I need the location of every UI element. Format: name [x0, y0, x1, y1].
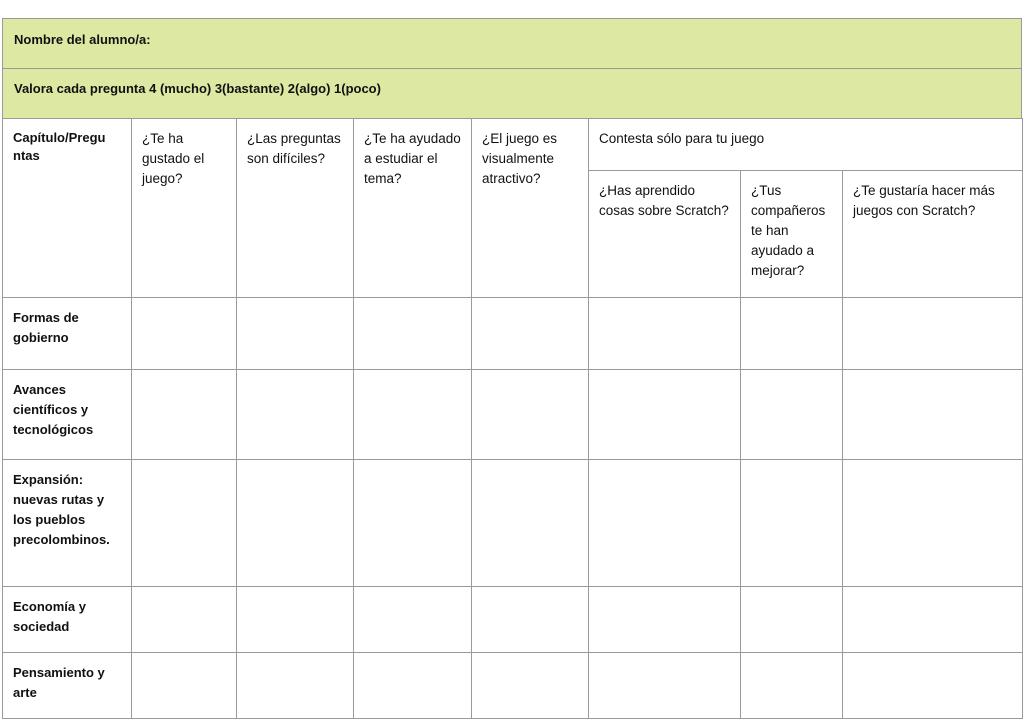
- rating-cell[interactable]: [132, 460, 237, 587]
- question-header: ¿Las preguntas son difíciles?: [237, 119, 354, 298]
- chapter-label: Pensamiento y arte: [3, 653, 132, 719]
- rating-cell[interactable]: [589, 587, 741, 653]
- rating-cell[interactable]: [472, 370, 589, 460]
- rating-cell[interactable]: [132, 587, 237, 653]
- rating-cell[interactable]: [354, 298, 472, 370]
- table-row: [3, 653, 1023, 719]
- rating-cell[interactable]: [237, 653, 354, 719]
- table-row: [3, 587, 1023, 653]
- rating-cell[interactable]: [237, 370, 354, 460]
- rating-cell[interactable]: [132, 298, 237, 370]
- rating-cell[interactable]: [472, 587, 589, 653]
- rating-cell[interactable]: [237, 460, 354, 587]
- rating-cell[interactable]: [741, 653, 843, 719]
- table-row: [3, 298, 1023, 370]
- question-header: ¿Te ha ayudado a estudiar el tema?: [354, 119, 472, 298]
- rating-cell[interactable]: [843, 298, 1023, 370]
- rating-cell[interactable]: [354, 370, 472, 460]
- chapter-label: Avances científicos y tecnológicos: [3, 370, 132, 460]
- rating-cell[interactable]: [741, 370, 843, 460]
- rating-cell[interactable]: [132, 370, 237, 460]
- rating-cell[interactable]: [472, 653, 589, 719]
- rating-cell[interactable]: [237, 587, 354, 653]
- rating-cell[interactable]: [472, 298, 589, 370]
- rating-cell[interactable]: [741, 587, 843, 653]
- student-name-row: [2, 18, 1022, 69]
- rating-instructions-row: [2, 68, 1022, 119]
- rating-cell[interactable]: [843, 460, 1023, 587]
- sub-question-header: ¿Has aprendido cosas sobre Scratch?: [589, 171, 741, 298]
- chapter-label: Formas de gobierno: [3, 298, 132, 370]
- rating-cell[interactable]: [354, 653, 472, 719]
- sub-question-header: ¿Tus compañeros te han ayudado a mejorar?: [741, 171, 843, 298]
- student-name-label: Nombre del alumno/a:: [14, 32, 151, 47]
- table-row: [3, 370, 1023, 460]
- rating-cell[interactable]: [843, 653, 1023, 719]
- rating-cell[interactable]: [354, 460, 472, 587]
- rating-cell[interactable]: [843, 370, 1023, 460]
- rating-instructions: Valora cada pregunta 4 (mucho) 3(bastante) 2(algo) 1(poco): [14, 81, 381, 96]
- sub-question-header: ¿Te gustaría hacer más juegos con Scratch?: [843, 171, 1023, 298]
- table-row: [3, 460, 1023, 587]
- rating-cell[interactable]: [589, 298, 741, 370]
- rating-cell[interactable]: [472, 460, 589, 587]
- rating-cell[interactable]: [132, 653, 237, 719]
- rating-cell[interactable]: [589, 370, 741, 460]
- question-header: ¿El juego es visualmente atractivo?: [472, 119, 589, 298]
- group-header: Contesta sólo para tu juego: [589, 119, 1023, 171]
- question-header: ¿Te ha gustado el juego?: [132, 119, 237, 298]
- corner-header: Capítulo/Pregu ntas: [3, 119, 132, 298]
- rating-cell[interactable]: [589, 460, 741, 587]
- rating-cell[interactable]: [589, 653, 741, 719]
- chapter-label: Expansión: nuevas rutas y los pueblos precolombinos.: [3, 460, 132, 587]
- rating-cell[interactable]: [237, 298, 354, 370]
- chapter-label: Economía y sociedad: [3, 587, 132, 653]
- header-row-1: [3, 119, 1023, 171]
- evaluation-table: [2, 118, 1023, 719]
- rating-cell[interactable]: [354, 587, 472, 653]
- rating-cell[interactable]: [741, 298, 843, 370]
- rating-cell[interactable]: [741, 460, 843, 587]
- rating-cell[interactable]: [843, 587, 1023, 653]
